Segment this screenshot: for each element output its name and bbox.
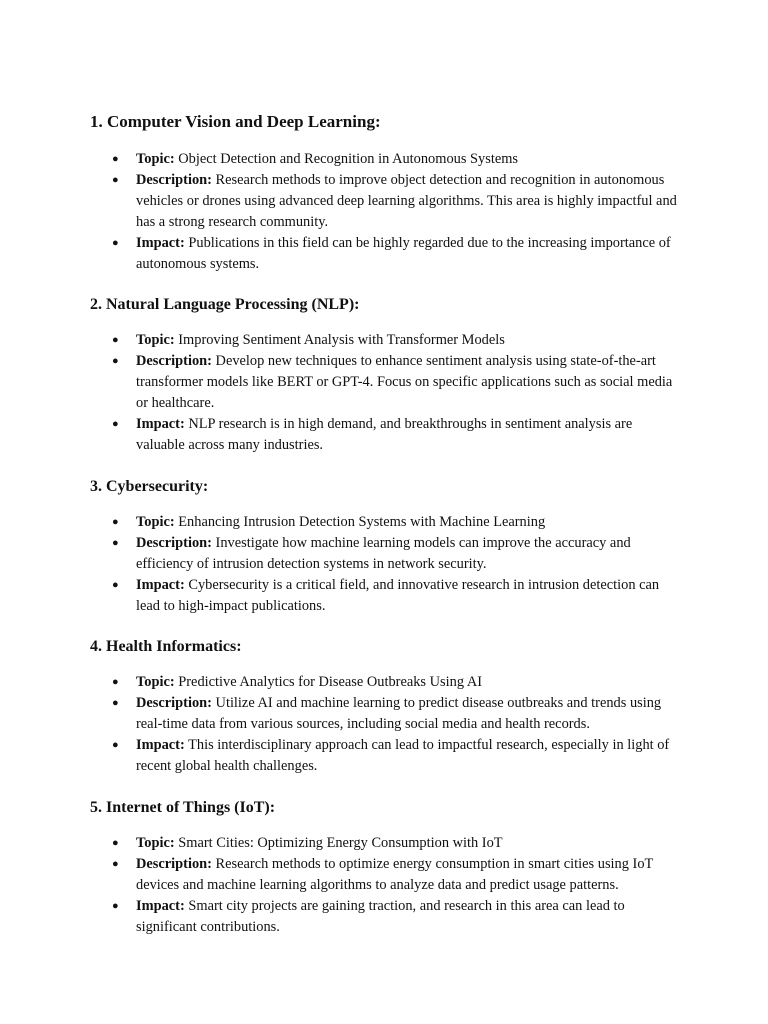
section-computer-vision [90,108,690,293]
list-item [90,330,678,351]
section-spacer [90,616,690,635]
item-text: Enhancing Intrusion Detection Systems with Machine Learning [178,513,546,530]
item-label: Description: [136,855,212,872]
item-text: Smart Cities: Optimizing Energy Consumption with IoT [178,834,503,851]
item-text: Research methods to optimize energy consumption in smart cities using IoT devices and machine learning algorithms to analyze data and predict usage patterns. [136,855,654,893]
bullet-icon: ● [112,739,119,752]
list-item [90,351,678,414]
list-item [90,896,678,938]
list-item [90,575,678,617]
list-item [90,512,678,533]
item-label: Topic: [136,834,175,851]
bullet-icon: ● [112,857,119,870]
item-text: Utilize AI and machine learning to predict disease outbreaks and trends using real-time data from various sources, including social media and health records. [136,695,662,733]
section-cybersecurity [90,475,690,636]
item-label: Impact: [136,576,185,593]
bullet-icon: ● [112,836,119,849]
list-item [90,414,678,456]
item-label: Description: [136,353,212,370]
item-text: Smart city projects are gaining traction, and research in this area can lead to significant contributions. [136,897,625,935]
item-text: Publications in this field can be highly regarded due to the increasing importance of autonomous systems. [136,234,671,272]
bullet-list [90,149,690,274]
item-text: NLP research is in high demand, and breakthroughs in sentiment analysis are valuable across many industries. [136,416,633,453]
section-spacer [90,274,690,293]
section-heading: 2. Natural Language Processing (NLP): [90,296,360,314]
bullet-icon: ● [112,676,119,689]
bullet-icon: ● [112,578,119,591]
item-text: Research methods to improve object detection and recognition in autonomous vehicles or drones using advanced deep learning algorithms. This area is highly impactful and has a strong research community. [136,171,677,230]
list-item [90,533,678,575]
bullet-list [90,330,690,455]
item-label: Impact: [136,416,185,433]
bullet-icon: ● [112,697,119,710]
bullet-list [90,672,690,777]
list-item [90,693,678,735]
bullet-icon: ● [112,536,119,549]
section-spacer [90,777,690,796]
item-label: Description: [136,695,212,712]
item-label: Description: [136,534,212,551]
list-item [90,672,678,693]
item-label: Impact: [136,234,185,251]
bullet-list [90,833,690,938]
item-text: Investigate how machine learning models can improve the accuracy and efficiency of intrusion detection systems in network security. [136,534,631,572]
item-label: Description: [136,171,212,188]
section-heading: 1. Computer Vision and Deep Learning: [90,112,381,131]
list-item [90,233,678,275]
bullet-icon: ● [112,236,119,249]
item-text: This interdisciplinary approach can lead to impactful research, especially in light of recent global health challenges. [136,737,670,775]
bullet-list [90,512,690,617]
section-heading: 4. Health Informatics: [90,638,242,656]
item-text: Predictive Analytics for Disease Outbreaks Using AI [178,674,482,691]
bullet-icon: ● [112,355,119,368]
bullet-icon: ● [112,899,119,912]
section-spacer [90,456,690,475]
item-text: Improving Sentiment Analysis with Transformer Models [178,332,505,349]
item-label: Topic: [136,151,175,167]
bullet-icon: ● [112,334,119,347]
item-label: Topic: [136,332,175,349]
bullet-icon: ● [112,173,119,186]
bullet-icon: ● [112,153,119,165]
item-label: Impact: [136,737,185,754]
item-label: Impact: [136,897,185,914]
item-label: Topic: [136,674,175,691]
item-text: Object Detection and Recognition in Autonomous Systems [178,151,519,167]
bullet-icon: ● [112,515,119,528]
section-heading: 5. Internet of Things (IoT): [90,798,276,816]
list-item [90,833,678,854]
document-body [90,108,690,937]
section-health-informatics [90,635,690,796]
item-label: Topic: [136,513,175,530]
item-text: Develop new techniques to enhance sentiment analysis using state-of-the-art transformer models like BERT or GPT-4. Focus on specific applications such as social media or healthcare. [136,353,673,412]
section-nlp [90,293,690,474]
bullet-icon: ● [112,418,119,431]
list-item [90,735,678,777]
list-item [90,854,678,896]
list-item [90,170,678,233]
section-iot [90,796,690,938]
section-heading: 3. Cybersecurity: [90,477,209,495]
item-text: Cybersecurity is a critical field, and innovative research in intrusion detection can lead to high-impact publications. [136,576,660,614]
list-item [90,149,678,170]
